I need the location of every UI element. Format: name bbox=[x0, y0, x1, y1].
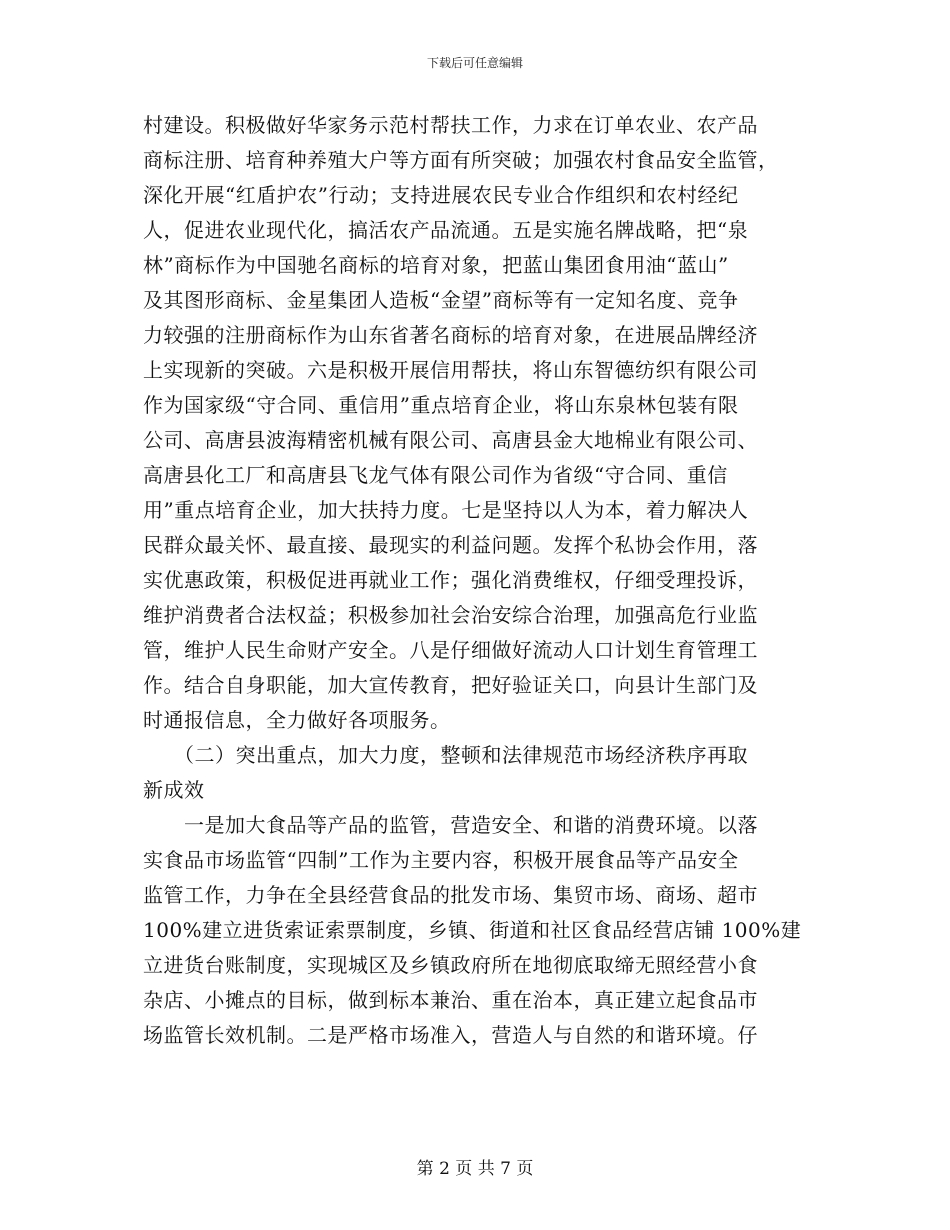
text-line: 民群众最关怀、最直接、最现实的利益问题。发挥个私协会作用，落 bbox=[143, 533, 758, 557]
text-line: 作。结合自身职能，加大宣传教育，把好验证关口，向县计生部门及 bbox=[143, 673, 758, 697]
page-header-note: 下载后可任意编辑 bbox=[426, 56, 523, 70]
text-line: 村建设。积极做好华家务示范村帮扶工作，力求在订单农业、农产品 bbox=[143, 113, 758, 137]
text-line: 力较强的注册商标作为山东省著名商标的培育对象，在进展品牌经济 bbox=[143, 323, 758, 347]
text-line: 作为国家级“守合同、重信用”重点培育企业，将山东泉林包装有限 bbox=[143, 393, 739, 417]
text-line: 时通报信息，全力做好各项服务。 bbox=[143, 708, 451, 732]
page-number: 第 2 页 共 7 页 bbox=[416, 1159, 534, 1179]
text-line: 高唐县化工厂和高唐县飞龙气体有限公司作为省级“守合同、重信 bbox=[143, 463, 728, 487]
text-line: 管，维护人民生命财产安全。八是仔细做好流动人口计划生育管理工 bbox=[143, 638, 758, 662]
section-heading-line: 新成效 bbox=[143, 778, 205, 802]
text-line: 上实现新的突破。六是积极开展信用帮扶，将山东智德纺织有限公司 bbox=[143, 358, 758, 382]
text-line: 场监管长效机制。二是严格市场准入，营造人与自然的和谐环境。仔 bbox=[143, 1023, 758, 1047]
text-line: 林”商标作为中国驰名商标的培育对象，把蓝山集团食用油“蓝山” bbox=[143, 253, 729, 277]
text-line: 立进货台账制度，实现城区及乡镇政府所在地彻底取缔无照经营小食 bbox=[143, 953, 758, 977]
text-line: 维护消费者合法权益；积极参加社会治安综合治理，加强高危行业监 bbox=[143, 603, 758, 627]
text-line: 实优惠政策，积极促进再就业工作；强化消费维权，仔细受理投诉， bbox=[143, 568, 758, 592]
text-line: 公司、高唐县波海精密机械有限公司、高唐县金大地棉业有限公司、 bbox=[143, 428, 758, 452]
text-line: 用”重点培育企业，加大扶持力度。七是坚持以人为本，着力解决人 bbox=[143, 498, 749, 522]
text-line: 商标注册、培育种养殖大户等方面有所突破；加强农村食品安全监管， bbox=[143, 148, 779, 172]
text-line: 人，促进农业现代化，搞活农产品流通。五是实施名牌战略，把“泉 bbox=[143, 218, 749, 242]
text-line: 深化开展“红盾护农”行动；支持进展农民专业合作组织和农村经纪 bbox=[143, 183, 739, 207]
text-line: 实食品市场监管“四制”工作为主要内容，积极开展食品等产品安全 bbox=[143, 848, 739, 872]
body-text bbox=[143, 108, 810, 1053]
text-line: 杂店、小摊点的目标，做到标本兼治、重在治本，真正建立起食品市 bbox=[143, 988, 758, 1012]
text-line: 一是加大食品等产品的监管，营造安全、和谐的消费环境。以落 bbox=[143, 813, 758, 837]
text-line: 100%建立进货索证索票制度，乡镇、街道和社区食品经营店铺 100%建 bbox=[143, 918, 802, 942]
text-line: 监管工作，力争在全县经营食品的批发市场、集贸市场、商场、超市 bbox=[143, 883, 758, 907]
text-line: 及其图形商标、金星集团人造板“金望”商标等有一定知名度、竞争 bbox=[143, 288, 739, 312]
section-heading-line: （二）突出重点，加大力度，整顿和法律规范市场经济秩序再取 bbox=[143, 743, 748, 767]
